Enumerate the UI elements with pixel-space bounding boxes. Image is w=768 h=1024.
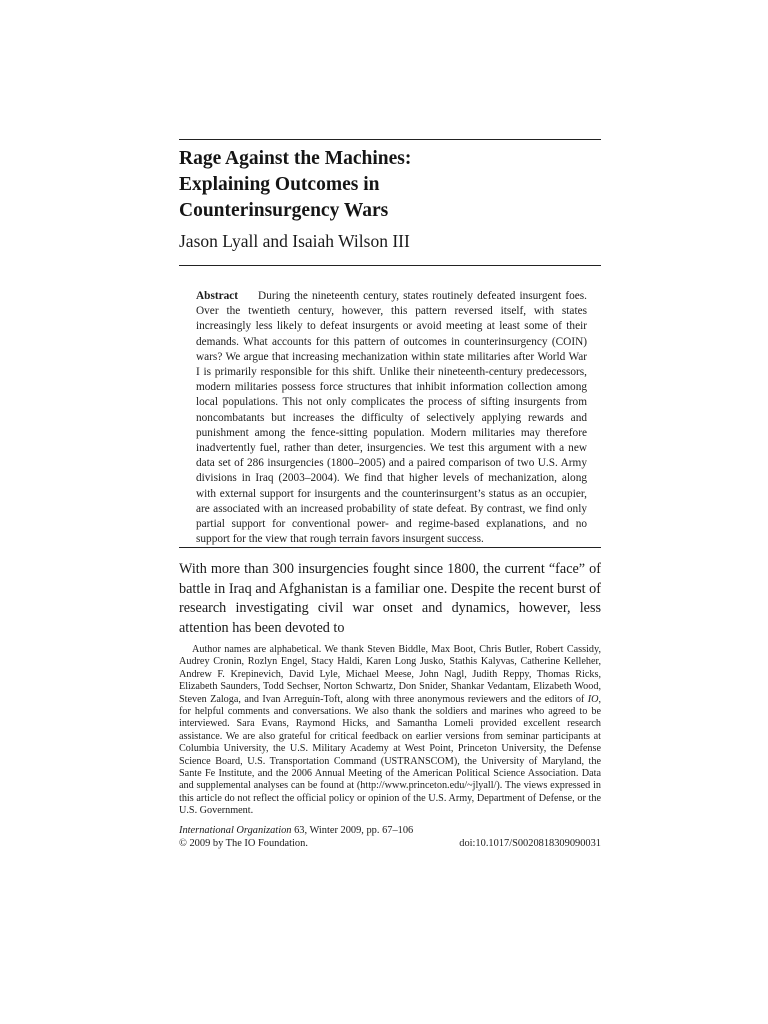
journal-citation — [179, 825, 413, 838]
article-title-line-1: Rage Against the Machines: — [179, 148, 412, 169]
journal-issue: 63, Winter 2009, pp. 67–106 — [291, 825, 414, 836]
title-bottom-rule — [179, 265, 601, 266]
journal-name: International Organization — [179, 825, 292, 836]
article-title-line-3: Counterinsurgency Wars — [179, 200, 389, 221]
journal-row — [179, 825, 601, 838]
copyright: © 2009 by The IO Foundation. — [179, 837, 308, 849]
footnote-text-1: Author names are alphabetical. We thank Steven Biddle, Max Boot, Chris Butler, Robert Cassidy, Audrey Cronin, Rozlyn Engel, Stacy Haldi, Karen Long Jusko, Stathis Kalyvas, Catherine Kelleher, Andrew F. Krepinevich, David Lyle, Michael Meese, John Nagl, Judith Reppy, Thomas Ricks, Elizabeth Saunders, Todd Sechser, Norton Schwartz, Don Snider, Shankar Vedantam, Elizabeth Wood, Steven Zaloga, and Ivan Arreguín-Toft, along with three anonymous reviewers and the editors of — [179, 644, 601, 705]
title-block — [179, 146, 609, 252]
body-paragraph: With more than 300 insurgencies fought since 1800, the current “face” of battle in Iraq and Afghanistan is a familiar one. Despite the recent burst of research investigating civil war onset and dynamics, however, less attention has been devoted to — [179, 561, 601, 636]
doi: doi:10.1017/S0020818309090031 — [459, 837, 601, 849]
abstract-bottom-rule — [179, 547, 601, 548]
author-names: Jason Lyall and Isaiah Wilson III — [179, 231, 410, 251]
publication-info — [179, 825, 601, 851]
abstract-text: During the nineteenth century, states routinely defeated insurgent foes. Over the twentieth century, however, this pattern reversed itself, with states increasingly less likely to defeat insurgents or avoid meeting at least some of their demands. What accounts for this pattern of outcomes in counterinsurgency (COIN) wars? We argue that increasing mechanization within state militaries after World War I is primarily responsible for this shift. Unlike their nineteenth-century predecessors, modern militaries possess force structures that inhibit information collection among local populations. This not only complicates the process of sifting insurgents from noncombatants but increases the difficulty of selectively applying rewards and punishment among the fence-sitting population. Modern militaries may therefore inadvertently fuel, rather than deter, insurgencies. We test this argument with a new data set of 286 insurgencies (1800–2005) and a paired comparison of two U.S. Army divisions in Iraq (2003–2004). We find that higher levels of mechanization, along with external support for insurgents and the counterinsurgent’s status as an occupier, are associated with an increased probability of state defeat. By contrast, we find only partial support for conventional power- and regime-based explanations, and no support for the view that rough terrain favors insurgent success. — [196, 290, 587, 546]
abstract — [196, 289, 587, 547]
author-footnote — [179, 644, 601, 818]
top-rule — [179, 139, 601, 140]
article-title-line-2: Explaining Outcomes in — [179, 174, 380, 195]
abstract-label: Abstract — [196, 290, 239, 302]
footnote-text-2: , for helpful comments and conversations. We also thank the soldiers and marines who agreed to be interviewed. Sara Evans, Raymond Hicks, and Samantha Lomeli provided excellent research assistance. We are also grateful for critical feedback on earlier versions from seminar participants at Columbia University, the U.S. Military Academy at West Point, Princeton University, the Defense Science Board, U.S. Transportation Command (USTRANSCOM), the University of Maryland, the Sante Fe Institute, and the 2006 Annual Meeting of the American Political Science Association. Data and supplemental analyses can be found at (http://www.princeton.edu/~jlyall/). The views expressed in this article do not reflect the official policy or opinion of the U.S. Army, Department of Defense, or the U.S. Government. — [179, 693, 601, 817]
footnote-journal-abbrev: IO — [587, 693, 599, 705]
copyright-row — [179, 838, 601, 851]
